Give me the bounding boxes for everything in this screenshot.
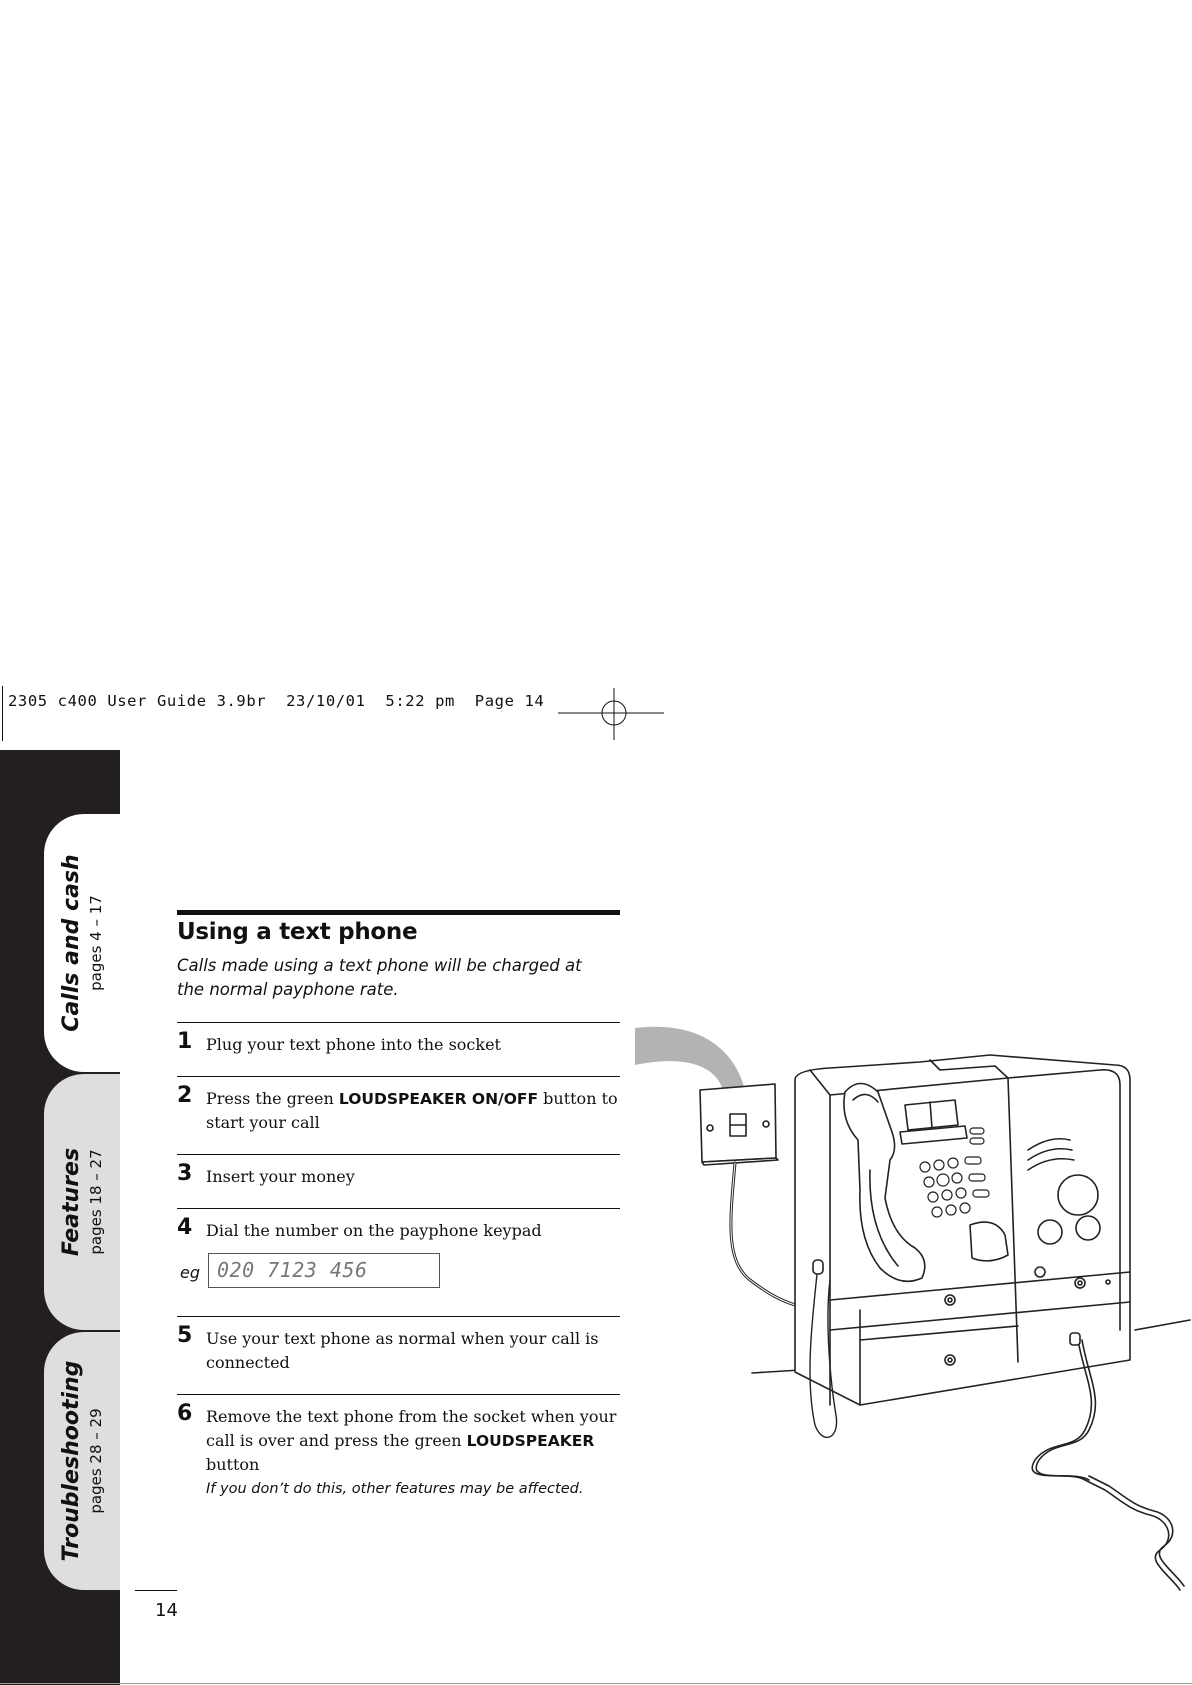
tab-troubleshooting[interactable] <box>44 1332 120 1590</box>
step-text: Dial the number on the payphone keypad <box>206 1221 542 1240</box>
step-5 <box>177 1316 620 1393</box>
tab-pages: pages 28 – 29 <box>87 1408 105 1514</box>
step-text: Remove the text phone from the socket when your call is over and press the green LOUDSPEAKER button If you don’t do this, other features may be affected. <box>206 1405 624 1501</box>
section-rule <box>177 910 620 915</box>
section-title: Using a text phone <box>177 919 418 945</box>
step-note: If you don’t do this, other features may be affected. <box>206 1481 584 1497</box>
tab-features[interactable] <box>44 1074 120 1330</box>
tab-title: Calls and cash <box>59 854 84 1032</box>
step-text: Plug your text phone into the socket <box>206 1035 501 1054</box>
tab-pages: pages 4 – 17 <box>87 895 105 991</box>
step-text: Use your text phone as normal when your call is connected <box>206 1329 599 1372</box>
step-2 <box>177 1076 620 1153</box>
display-digits: 020 7123 456 <box>217 1258 368 1282</box>
step-number: 4 <box>177 1215 193 1240</box>
step-text: Press the green LOUDSPEAKER ON/OFF button to start your call <box>206 1089 618 1132</box>
tab-title: Troubleshooting <box>59 1360 84 1562</box>
example-display <box>208 1253 440 1288</box>
print-slug: 2305 c400 User Guide 3.9br 23/10/01 5:22 pm Page 14 <box>8 692 545 710</box>
step-number: 1 <box>177 1029 193 1054</box>
payphone-icon <box>795 1055 1130 1405</box>
step-3 <box>177 1154 620 1207</box>
step-number: 3 <box>177 1161 193 1186</box>
button-name: LOUDSPEAKER ON/OFF <box>338 1090 539 1108</box>
step-1 <box>177 1022 620 1075</box>
step-number: 6 <box>177 1401 193 1426</box>
tab-title: Features <box>59 1147 84 1257</box>
footer-rule <box>135 1590 177 1591</box>
page-number: 14 <box>155 1600 178 1621</box>
section-subtitle: Calls made using a text phone will be charged at the normal payphone rate. <box>177 956 582 999</box>
crop-mark <box>2 686 3 741</box>
step-number: 5 <box>177 1323 193 1348</box>
step-6 <box>177 1394 620 1505</box>
tab-pages: pages 18 – 27 <box>87 1149 105 1255</box>
tab-calls-and-cash[interactable] <box>44 814 120 1072</box>
payphone-illustration <box>630 1020 1192 1600</box>
wall-socket-icon <box>700 1084 778 1165</box>
step-number: 2 <box>177 1083 193 1108</box>
page-edge <box>0 1683 1192 1684</box>
example-label: eg <box>180 1263 200 1282</box>
step-text: Insert your money <box>206 1167 355 1186</box>
button-name: LOUDSPEAKER <box>466 1432 595 1450</box>
